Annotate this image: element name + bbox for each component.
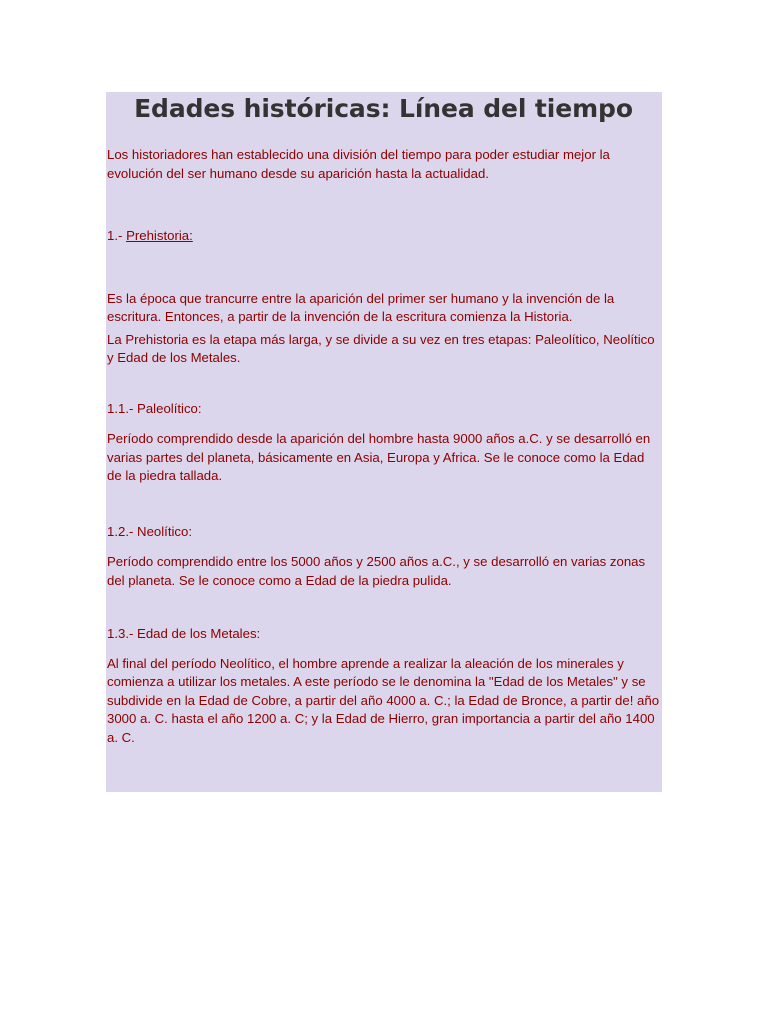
intro-paragraph: Los historiadores han establecido una división del tiempo para poder estudiar mejor la evolución del ser humano desde su aparición hasta la actualidad. [107, 147, 610, 181]
document-panel [106, 92, 662, 792]
neolitico-paragraph: Período comprendido entre los 5000 años y 2500 años a.C., y se desarrolló en varias zonas del planeta. Se le conoce como a Edad de la piedra pulida. [107, 554, 646, 588]
prehistoria-number: 1.- [107, 228, 123, 243]
prehistoria-paragraph-2: La Prehistoria es la etapa más larga, y se divide a su vez en tres etapas: Paleolítico, Neolítico y Edad de los Metales. [107, 331, 655, 365]
prehistoria-heading [107, 227, 660, 246]
paleolitico-paragraph: Período comprendido desde la aparición del hombre hasta 9000 años a.C. y se desarrolló en varias partes del planeta, básicamente en Asia, Europa y Africa. Se le conoce como la Edad de la piedra tallada. [107, 431, 651, 483]
neolitico-heading: 1.2.- Neolítico: [107, 523, 193, 539]
metales-paragraph: Al final del período Neolítico, el hombre aprende a realizar la aleación de los minerales y comienza a utilizar los metales. A este período se le denomina la "Edad de los Metales" y se subdivide en la Edad de Cobre, a partir del año 4000 a. C.; la Edad de Bronce, a partir de! año 3000 a. C. hasta el año 1200 a. C; y la Edad de Hierro, gran importancia a partir del año 1400 a. C. [107, 655, 660, 745]
prehistoria-link[interactable]: Prehistoria: [126, 228, 193, 243]
prehistoria-paragraph-1: Es la época que trancurre entre la aparición del primer ser humano y la invención de la escritura. Entonces, a partir de la invención de la escritura comienza la Historia. [107, 290, 615, 324]
metales-heading: 1.3.- Edad de los Metales: [107, 626, 261, 641]
page-title: Edades históricas: Línea del tiempo [134, 94, 633, 123]
paleolitico-heading: 1.1.- Paleolítico: [107, 400, 202, 416]
